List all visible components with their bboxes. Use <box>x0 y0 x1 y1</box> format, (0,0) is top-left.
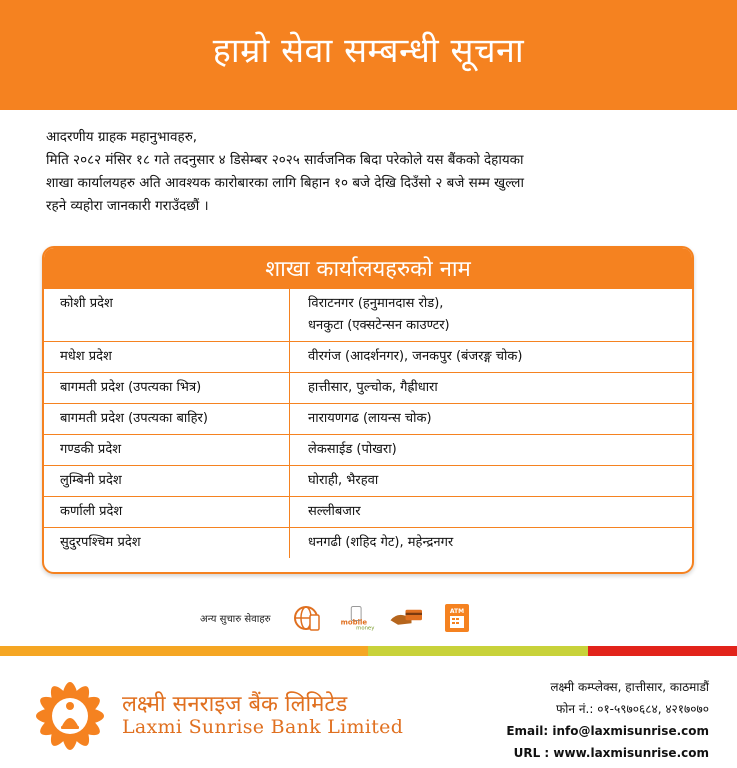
table-header: शाखा कार्यालयहरुको नाम <box>44 248 692 288</box>
province-cell: लुम्बिनी प्रदेश <box>44 466 290 496</box>
province-cell: सुदुरपश्चिम प्रदेश <box>44 528 290 558</box>
province-cell: बागमती प्रदेश (उपत्यका बाहिर) <box>44 404 290 434</box>
notice-line-2: शाखा कार्यालयहरु अति आवश्यक कारोबारका लागि बिहान १० बजे देखि दिउँसो २ बजे सम्म खुल्ला <box>46 175 524 191</box>
branch-table <box>42 246 694 574</box>
table-row <box>44 288 692 341</box>
table-row <box>44 372 692 403</box>
branches-cell: नारायणगढ (लायन्स चोक) <box>308 411 432 426</box>
card-payment-icon <box>389 603 425 633</box>
mobile-money-label-1: mobile <box>340 618 367 627</box>
services-label: अन्य सुचारु सेवाहरु <box>200 614 271 625</box>
other-services <box>200 600 475 636</box>
email-link[interactable]: Email: info@laxmisunrise.com <box>506 724 709 738</box>
notice-text <box>46 126 706 218</box>
table-row <box>44 434 692 465</box>
address: लक्ष्मी कम्प्लेक्स, हात्तीसार, काठमाडौं <box>550 680 709 694</box>
branches-cell: हात्तीसार, पुल्चोक, गैह्रीधारा <box>308 380 438 395</box>
province-cell: कोशी प्रदेश <box>44 289 290 341</box>
color-stripe-yellow <box>0 646 368 656</box>
page-title: हाम्रो सेवा सम्बन्धी सूचना <box>212 31 525 71</box>
salutation: आदरणीय ग्राहक महानुभावहरु, <box>46 129 198 145</box>
province-cell: गण्डकी प्रदेश <box>44 435 290 465</box>
website-link[interactable]: URL : www.laxmisunrise.com <box>513 746 709 760</box>
province-cell: कर्णाली प्रदेश <box>44 497 290 527</box>
bank-name-english: Laxmi Sunrise Bank Limited <box>122 716 404 738</box>
mobile-money-icon <box>339 603 375 633</box>
bank-logo-icon <box>28 676 112 756</box>
province-cell: मधेश प्रदेश <box>44 342 290 372</box>
title-banner <box>0 0 737 110</box>
branches-cell: लेकसाईड (पोखरा) <box>308 442 397 457</box>
atm-icon <box>439 603 475 633</box>
table-row <box>44 403 692 434</box>
table-row <box>44 341 692 372</box>
branches-cell <box>290 289 692 341</box>
notice-line-3: रहने व्यहोरा जानकारी गराउँदछौं । <box>46 198 209 214</box>
color-stripe-green <box>368 646 588 656</box>
bank-name-nepali: लक्ष्मी सनराइज बैंक लिमिटेड <box>122 692 348 717</box>
branches-cell: वीरगंज (आदर्शनगर), जनकपुर (बंजरङ्ग चोक) <box>308 349 523 364</box>
notice-line-1: मिति २०८२ मंसिर १८ गते तदनुसार ४ डिसेम्बर २०२५ सार्वजनिक बिदा परेकोले यस बैंकको देहायका <box>46 152 524 168</box>
table-row <box>44 496 692 527</box>
color-stripe-red <box>588 646 737 656</box>
branch-line: विराटनगर (हनुमानदास रोड), <box>308 296 444 311</box>
atm-label: ATM <box>449 608 464 615</box>
contact-info <box>506 676 709 764</box>
province-cell: बागमती प्रदेश (उपत्यका भित्र) <box>44 373 290 403</box>
branches-cell: घोराही, भैरहवा <box>308 473 379 488</box>
phone: फोन नं.: ०१-५९७०६८४, ४२१७०७० <box>556 702 709 716</box>
table-row <box>44 465 692 496</box>
table-row <box>44 527 692 558</box>
branch-line: धनकुटा (एक्सटेन्सन काउण्टर) <box>308 318 450 333</box>
branches-cell: सल्लीबजार <box>308 504 361 519</box>
internet-banking-icon <box>289 603 325 633</box>
mobile-money-label-2: money <box>355 625 374 632</box>
branches-cell: धनगढी (शहिद गेट), महेन्द्रनगर <box>308 535 454 550</box>
